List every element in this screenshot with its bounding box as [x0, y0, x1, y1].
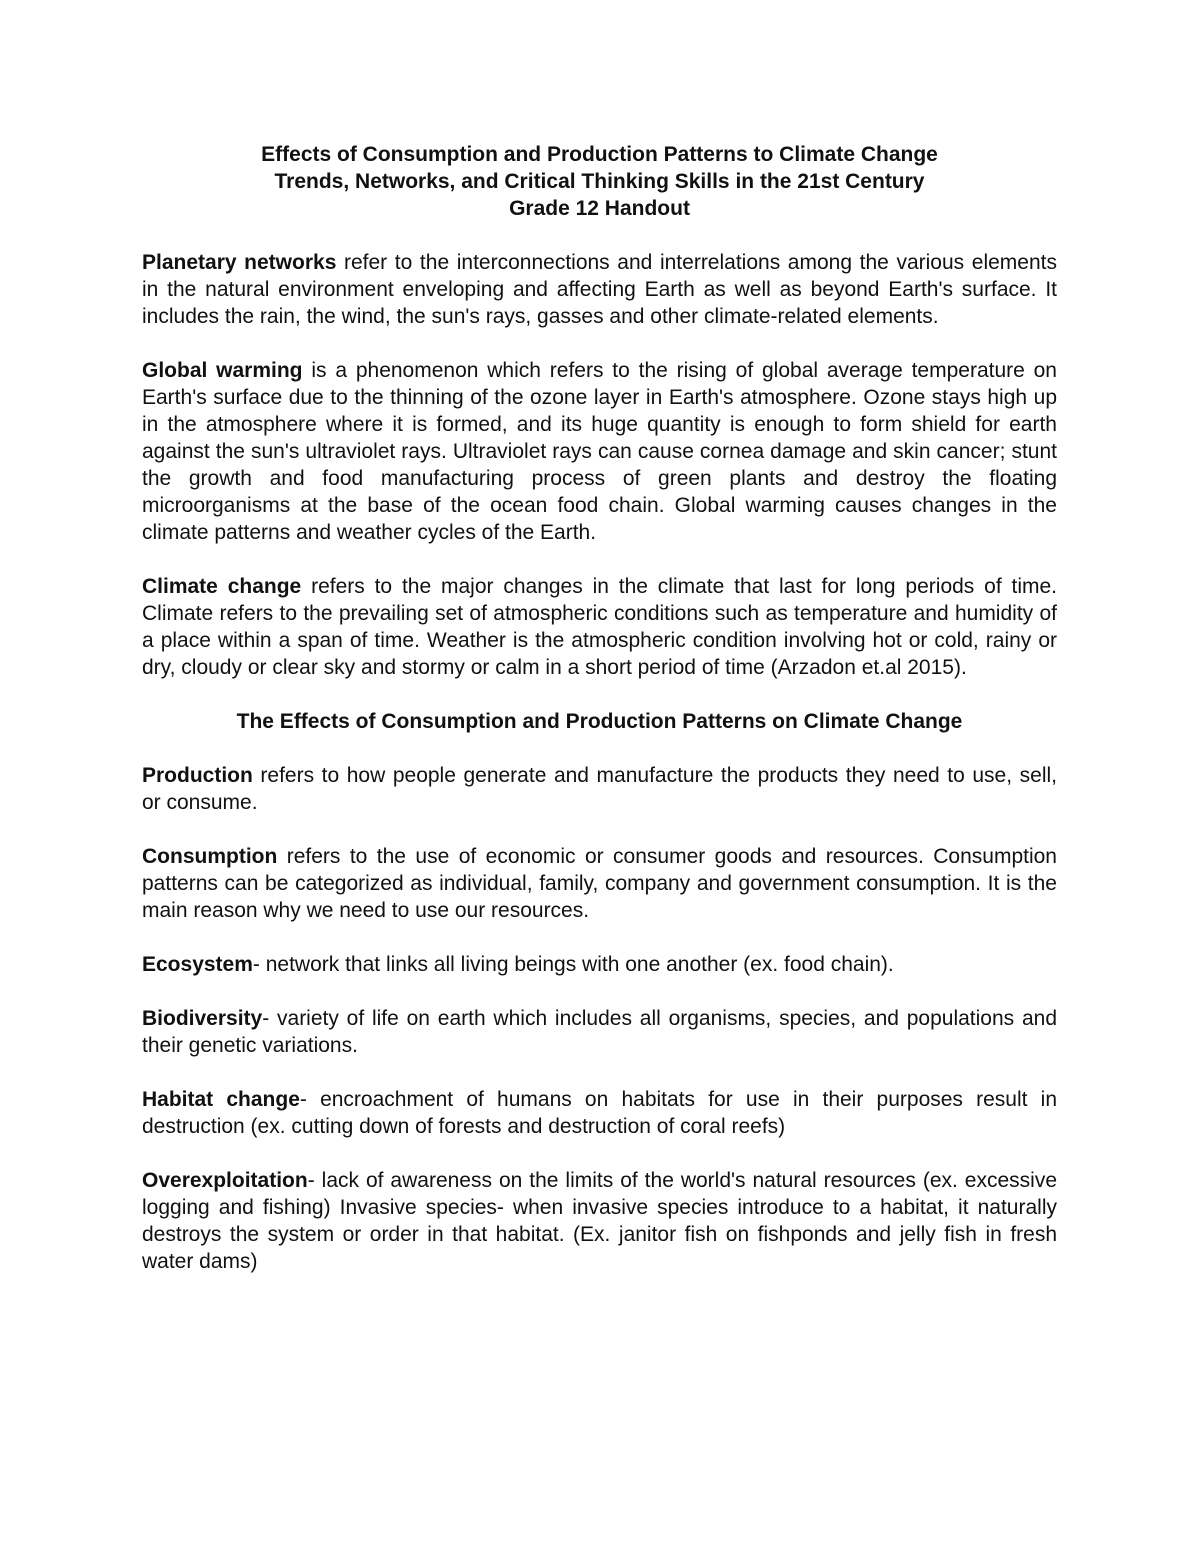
term-consumption: Consumption: [142, 845, 278, 868]
term-global-warming: Global warming: [142, 359, 303, 382]
section-heading: The Effects of Consumption and Production Patterns on Climate Change: [236, 710, 963, 733]
definition-consumption: refers to the use of economic or consumer goods and resources. Consumption patterns can be categorized as individual, family, company and government consumption. It is the main reason why we need to use our resources.: [142, 845, 1057, 922]
handout-page: [142, 141, 1057, 1275]
paragraph-consumption: [142, 843, 1057, 924]
paragraph-habitat-change: [142, 1086, 1057, 1140]
term-overexploitation: Overexploitation: [142, 1169, 308, 1192]
document-title: [142, 141, 1057, 222]
term-biodiversity: Biodiversity: [142, 1007, 263, 1030]
paragraph-ecosystem: [142, 951, 1057, 978]
paragraph-climate-change: [142, 573, 1057, 681]
definition-biodiversity: - variety of life on earth which includes all organisms, species, and populations and their genetic variations.: [142, 1007, 1057, 1057]
definition-global-warming: is a phenomenon which refers to the rising of global average temperature on Earth's surface due to the thinning of the ozone layer in Earth's atmosphere. Ozone stays high up in the atmosphere where it is formed, and its huge quantity is enough to form shield for earth against the sun's ultraviolet rays. Ultraviolet rays can cause cornea damage and skin cancer; stunt the growth and food manufacturing process of green plants and destroy the floating microorganisms at the base of the ocean food chain. Global warming causes changes in the climate patterns and weather cycles of the Earth.: [142, 359, 1057, 544]
paragraph-production: [142, 762, 1057, 816]
definition-planetary-networks: refer to the interconnections and interrelations among the various elements in the natural environment enveloping and affecting Earth as well as beyond Earth's surface. It includes the rain, the wind, the sun's rays, gasses and other climate-related elements.: [142, 251, 1057, 328]
paragraph-biodiversity: [142, 1005, 1057, 1059]
title-line-grade: Grade 12 Handout: [509, 197, 690, 220]
paragraph-overexploitation: [142, 1167, 1057, 1275]
term-climate-change: Climate change: [142, 575, 302, 598]
title-line-main: Effects of Consumption and Production Patterns to Climate Change: [261, 143, 938, 166]
definition-overexploitation: - lack of awareness on the limits of the world's natural resources (ex. excessive logging and fishing) Invasive species- when invasive species introduce to a habitat, it naturally destroys the system or order in that habitat. (Ex. janitor fish on fishponds and jelly fish in fresh water dams): [142, 1169, 1057, 1273]
term-ecosystem: Ecosystem: [142, 953, 253, 976]
definition-climate-change: refers to the major changes in the climate that last for long periods of time. Climate refers to the prevailing set of atmospheric conditions such as temperature and humidity of a place within a span of time. Weather is the atmospheric condition involving hot or cold, rainy or dry, cloudy or clear sky and stormy or calm in a short period of time (Arzadon et.al 2015).: [142, 575, 1057, 679]
definition-production: refers to how people generate and manufacture the products they need to use, sell, or consume.: [142, 764, 1057, 814]
paragraph-global-warming: [142, 357, 1057, 546]
paragraph-planetary-networks: [142, 249, 1057, 330]
definition-ecosystem: - network that links all living beings with one another (ex. food chain).: [252, 953, 894, 976]
term-production: Production: [142, 764, 253, 787]
title-line-subject: Trends, Networks, and Critical Thinking Skills in the 21st Century: [274, 170, 925, 193]
definition-habitat-change: - encroachment of humans on habitats for use in their purposes result in destruction (ex. cutting down of forests and destruction of coral reefs): [142, 1088, 1057, 1138]
term-planetary-networks: Planetary networks: [142, 251, 337, 274]
term-habitat-change: Habitat change: [142, 1088, 300, 1111]
